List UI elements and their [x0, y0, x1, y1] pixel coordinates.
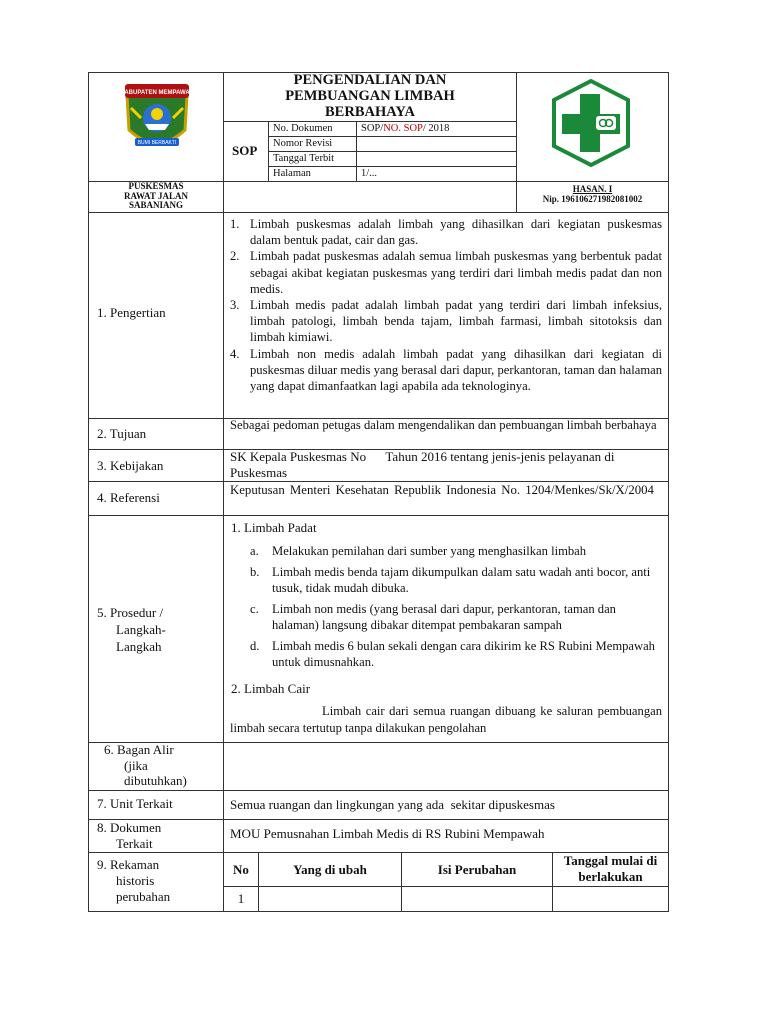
pengertian-list — [230, 216, 662, 394]
bagan-label — [104, 742, 187, 789]
pengertian-item — [230, 248, 662, 297]
title-line: BERBAHAYA — [325, 104, 415, 120]
document-meta-table — [268, 121, 517, 182]
item-text: Limbah medis padat adalah limbah padat yang terdiri dari limbah infeksius, limbah patologi, limbah benda tajam, limbah farmasi, limbah sitotoksis dan limbah kimiawi. — [250, 298, 662, 345]
padat-item — [250, 601, 662, 634]
org-name — [88, 182, 224, 211]
meta-row — [268, 136, 517, 151]
meta-label: No. Dokumen — [269, 122, 357, 136]
svg-text:BUMI BERBAKTI: BUMI BERBAKTI — [137, 140, 177, 146]
kabupaten-mempawah-logo — [117, 78, 197, 158]
bagan-label-line: 6. Bagan Alir — [104, 742, 174, 757]
meta-value-prefix: SOP/ — [361, 123, 384, 134]
meta-row — [268, 151, 517, 166]
item-letter: a. — [250, 544, 259, 558]
dokumen-text: MOU Pemusnahan Limbah Medis di RS Rubini Mempawah — [230, 826, 545, 841]
signer-name: HASAN. I — [572, 184, 613, 194]
prosedur-label — [97, 604, 166, 655]
referensi-text: Keputusan Menteri Kesehatan Republik Indonesia No. 1204/Menkes/Sk/X/2004 — [230, 483, 654, 497]
signer-nip: Nip. 196106271982081002 — [542, 194, 643, 204]
org-line: SABANIANG — [128, 200, 183, 210]
rekaman-label — [97, 857, 170, 905]
meta-row — [268, 166, 517, 182]
meta-value — [357, 137, 516, 151]
meta-label: Nomor Revisi — [269, 137, 357, 151]
puskesmas-logo — [548, 78, 634, 168]
item-number: 4. — [230, 346, 240, 361]
title-line: PENGENDALIAN DAN — [293, 72, 447, 88]
item-text: Limbah medis benda tajam dikumpulkan dalam satu wadah anti bocor, anti tusuk, tidak mudah dibuka. — [272, 564, 651, 595]
history-row-content-cell — [401, 886, 553, 912]
history-row-no: 1 — [237, 891, 245, 906]
item-text: Limbah non medis (yang berasal dari dapur, perkantoran, taman dan halaman) langsung dibakar ditempat pembakaran sampah — [272, 601, 616, 632]
limbah-cair-title: 2. Limbah Cair — [231, 681, 311, 696]
referensi-label: 4. Referensi — [97, 490, 160, 505]
document-title — [224, 72, 516, 120]
item-text: Limbah puskesmas adalah limbah yang dihasilkan dari kegiatan puskesmas dalam bentuk padat, cair dan gas. — [250, 217, 662, 248]
item-text: Limbah non medis adalah limbah padat yang dihasilkan dari kegiatan di puskesmas diluar medis yang berasal dari dapur, perkantoran, taman dan halaman yang dapat dimanfaatkan lagi apabila ada teknologinya. — [250, 346, 662, 394]
meta-value-suffix: / 2018 — [422, 123, 450, 134]
dokumen-label-line: Terkait — [116, 836, 153, 851]
kebijakan-text: SK Kepala Puskesmas No Tahun 2016 tentang jenis-jenis pelayanan di Puskesmas — [230, 449, 618, 480]
tujuan-label: 2. Tujuan — [97, 426, 147, 441]
item-number: 1. — [230, 217, 240, 231]
padat-item — [250, 638, 662, 671]
pengertian-item — [230, 297, 662, 346]
org-line: PUSKESMAS — [128, 181, 184, 191]
meta-value: 1/... — [361, 168, 378, 179]
org-line: RAWAT JALAN — [124, 190, 188, 201]
prosedur-label-line: Langkah — [116, 639, 162, 654]
item-number: 2. — [230, 249, 240, 264]
dokumen-label-line: 8. Dokumen — [97, 820, 162, 835]
meta-value-red: NO. SOP — [383, 123, 423, 134]
history-row-date-cell — [552, 886, 669, 912]
meta-label: Halaman — [269, 167, 357, 181]
pengertian-item — [230, 346, 662, 395]
item-letter: c. — [250, 601, 259, 616]
pengertian-label: 1. Pengertian — [97, 305, 166, 320]
pengertian-item — [230, 216, 662, 248]
item-text: Limbah medis 6 bulan sekali dengan cara dikirim ke RS Rubini Mempawah untuk dimusnahkan. — [272, 638, 655, 669]
rekaman-label-line: perubahan — [116, 889, 171, 904]
history-header-content-text: Isi Perubahan — [437, 862, 517, 877]
item-number: 3. — [230, 298, 240, 313]
padat-item — [250, 564, 662, 597]
bagan-label-line: (jika — [124, 757, 148, 773]
tujuan-text: Sebagai pedoman petugas dalam mengendalikan dan pembuangan limbah berbahaya — [230, 418, 657, 432]
bagan-content-cell — [223, 742, 669, 791]
kebijakan-label: 3. Kebijakan — [97, 458, 164, 473]
rekaman-label-line: historis — [116, 873, 155, 888]
unit-label: 7. Unit Terkait — [97, 796, 173, 811]
title-line: PEMBUANGAN LIMBAH — [285, 88, 455, 104]
meta-label: Tanggal Terbit — [269, 152, 357, 166]
prosedur-label-line: Langkah- — [116, 622, 166, 637]
history-header-no-text: No — [233, 862, 249, 877]
history-row-changed-cell — [258, 886, 402, 912]
item-text: Limbah padat puskesmas adalah semua limbah puskesmas yang berbentuk padat sebagai akibat kegiatan puskesmas yang terdiri dari limbah medis padat dan non medis. — [250, 249, 662, 296]
item-letter: b. — [250, 564, 260, 579]
prosedur-label-line: 5. Prosedur / — [97, 605, 164, 620]
limbah-cair-text: Limbah cair dari semua ruangan dibuang ke saluran pembuangan limbah secara tertutup tanpa dilakukan pengolahan — [230, 704, 662, 735]
sop-label: SOP — [232, 143, 258, 158]
meta-value — [357, 122, 516, 136]
padat-list — [250, 543, 662, 671]
unit-text: Semua ruangan dan lingkungan yang ada sekitar dipuskesmas — [230, 797, 555, 812]
dokumen-label — [97, 820, 161, 852]
limbah-padat-title: 1. Limbah Padat — [231, 520, 317, 535]
org-middle-cell — [223, 181, 517, 213]
rekaman-label-line: 9. Rekaman — [97, 857, 160, 872]
history-header-changed-text: Yang di ubah — [293, 862, 367, 877]
svg-text:KABUPATEN MEMPAWAH: KABUPATEN MEMPAWAH — [120, 90, 194, 96]
padat-item — [250, 543, 662, 560]
bagan-label-line: dibutuhkan) — [124, 773, 187, 788]
meta-row — [268, 121, 517, 136]
history-header-date-text: Tanggal mulai di berlakukan — [563, 853, 658, 884]
item-letter: d. — [250, 638, 260, 653]
meta-value — [357, 152, 516, 166]
item-text: Melakukan pemilahan dari sumber yang menghasilkan limbah — [272, 544, 587, 558]
